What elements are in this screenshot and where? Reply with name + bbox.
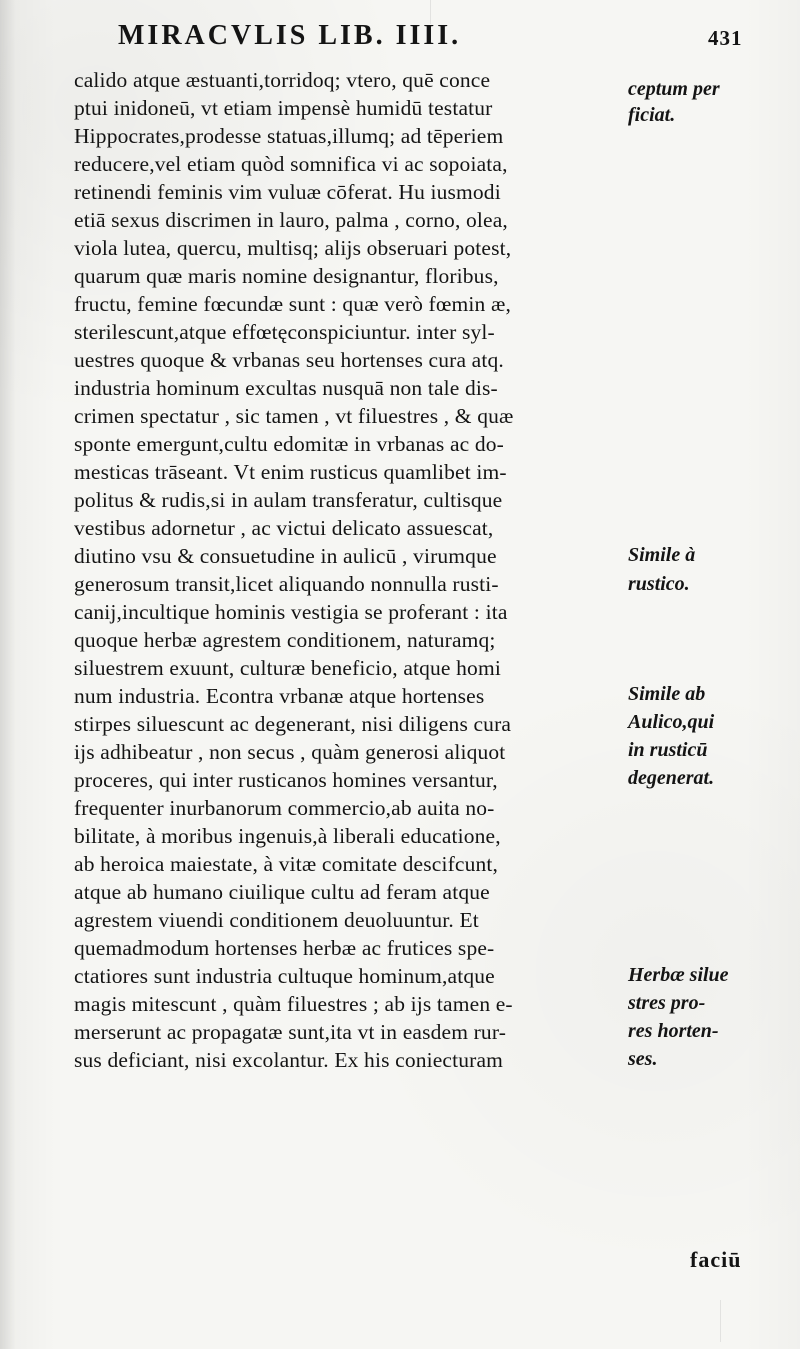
text-line: magis mitescunt , quàm filuestres ; ab ijs tamen e- — [74, 992, 513, 1016]
text-line: atque ab humano ciuilique cultu ad feram atque — [74, 880, 490, 904]
margin-note: ses. — [628, 1048, 658, 1070]
text-line: fructu, femine fœcundæ sunt : quæ verò fœmin æ, — [74, 292, 511, 316]
text-line: uestres quoque & vrbanas seu hortenses cura atq. — [74, 348, 504, 372]
text-line: quemadmodum hortenses herbæ ac frutices spe- — [74, 936, 495, 960]
text-line: siluestrem exuunt, culturæ beneficio, atque homi — [74, 656, 501, 680]
margin-note: ficiat. — [628, 104, 676, 126]
margin-note: degenerat. — [628, 767, 715, 789]
text-line: viola lutea, quercu, multisq; alijs obseruari potest, — [74, 236, 512, 260]
text-line: merserunt ac propagatæ sunt,ita vt in easdem rur- — [74, 1020, 507, 1044]
margin-note: res horten- — [628, 1020, 719, 1042]
margin-note: Simile à — [628, 544, 696, 566]
text-line: industria hominum excultas nusquā non tale dis- — [74, 376, 498, 400]
running-title: MIRACVLIS LIB. IIII. — [118, 20, 462, 51]
margin-note: stres pro- — [628, 992, 706, 1014]
margin-notes — [628, 66, 792, 1256]
text-line: mesticas trāseant. Vt enim rusticus quamlibet im- — [74, 460, 507, 484]
text-line: num industria. Econtra vrbanæ atque hortenses — [74, 684, 485, 708]
text-line: ab heroica maiestate, à vitæ comitate descifcunt, — [74, 852, 499, 876]
text-line: proceres, qui inter rusticanos homines versantur, — [74, 768, 498, 792]
text-line: Hippocrates,prodesse statuas,illumq; ad tēperiem — [74, 124, 504, 148]
page-header — [0, 20, 800, 68]
text-line: bilitate, à moribus ingenuis,à liberali educatione, — [74, 824, 501, 848]
margin-note: Simile ab — [628, 683, 706, 705]
text-line: ptui inidoneū, vt etiam impensè humidū testatur — [74, 96, 493, 120]
text-line: generosum transit,licet aliquando nonnulla rusti- — [74, 572, 499, 596]
binding-shadow — [0, 0, 16, 1349]
text-line: crimen spectatur , sic tamen , vt filuestres , & quæ — [74, 404, 514, 428]
margin-note: Herbæ silue — [628, 964, 729, 986]
margin-note: Aulico,qui — [628, 711, 715, 733]
text-line: stirpes siluescunt ac degenerant, nisi diligens cura — [74, 712, 512, 736]
text-line: calido atque æstuanti,torridoq; vtero, quē conce — [74, 68, 491, 92]
main-text-block — [74, 66, 634, 1256]
text-line: frequenter inurbanorum commercio,ab auita no- — [74, 796, 495, 820]
text-line: reducere,vel etiam quòd somnifica vi ac sopoiata, — [74, 152, 508, 176]
margin-note: rustico. — [628, 573, 690, 595]
margin-note: in rusticū — [628, 739, 708, 761]
text-line: agrestem viuendi conditionem deuoluuntur. Et — [74, 908, 479, 932]
text-line: ijs adhibeatur , non secus , quàm generosi aliquot — [74, 740, 506, 764]
page-number: 431 — [708, 26, 743, 50]
text-line: diutino vsu & consuetudine in aulicū , virumque — [74, 544, 497, 568]
text-line: vestibus adornetur , ac victui delicato assuescat, — [74, 516, 494, 540]
text-line: sus deficiant, nisi excolantur. Ex his coniecturam — [74, 1048, 504, 1072]
text-line: retinendi feminis vim vuluæ cōferat. Hu iusmodi — [74, 180, 501, 204]
text-line: quarum quæ maris nomine designantur, floribus, — [74, 264, 499, 288]
text-line: quoque herbæ agrestem conditionem, naturamq; — [74, 628, 496, 652]
text-line: etiā sexus discrimen in lauro, palma , corno, olea, — [74, 208, 508, 232]
text-line: politus & rudis,si in aulam transferatur, cultisque — [74, 488, 503, 512]
margin-note: ceptum per — [628, 78, 720, 100]
text-line: sterilescunt,atque effœtęconspiciuntur. inter syl- — [74, 320, 495, 344]
text-line: ctatiores sunt industria cultuque hominum,atque — [74, 964, 495, 988]
catchword: faciū — [690, 1247, 742, 1272]
text-line: sponte emergunt,cultu edomitæ in vrbanas ac do- — [74, 432, 504, 456]
paper-streak — [720, 1300, 721, 1342]
text-line: canij,incultique hominis vestigia se proferant : ita — [74, 600, 508, 624]
